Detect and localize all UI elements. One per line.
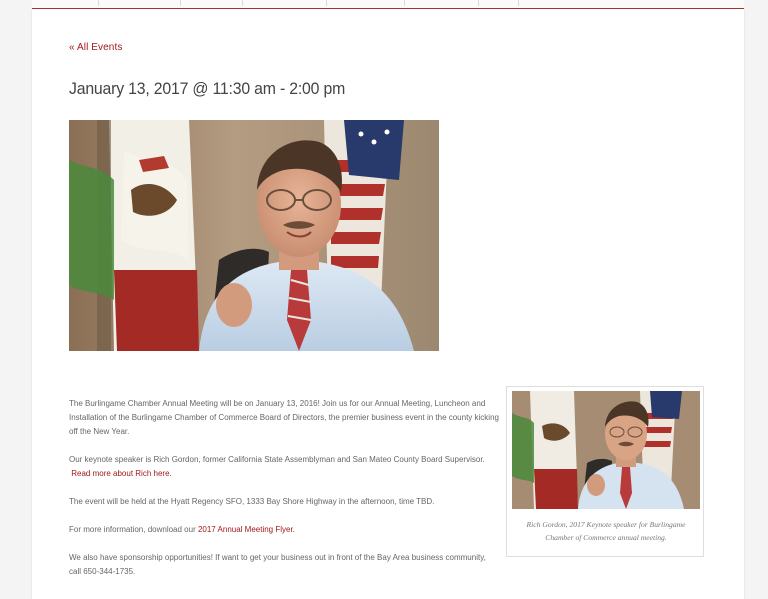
speaker-hero-image: [69, 120, 439, 351]
description-paragraph: The Burlingame Chamber Annual Meeting will be on January 13, 2016! Join us for our Annual Meeting, Luncheon and Installation of the Burlingame Chamber of Commerce Board of Directors, the premier business event in the county kicking off the New Year.: [69, 399, 499, 436]
description-paragraph: [69, 523, 499, 537]
event-description: [69, 397, 499, 593]
description-paragraph: We also have sponsorship opportunities! If want to get your business out in front of the Bay Area business community, call 650-344-1735.: [69, 553, 486, 576]
speaker-photo-card: [506, 386, 704, 557]
nav-separator: [404, 0, 405, 6]
speaker-photo-caption: Rich Gordon, 2017 Keynote speaker for Burlingame Chamber of Commerce annual meeting.: [526, 520, 686, 542]
nav-separator: [478, 0, 479, 6]
keynote-text: Our keynote speaker is Rich Gordon, former California State Assemblyman and San Mateo County Board Supervisor.: [69, 455, 485, 464]
all-events-link[interactable]: « All Events: [69, 42, 123, 53]
event-datetime-heading: January 13, 2017 @ 11:30 am - 2:00 pm: [69, 79, 346, 98]
nav-separator: [180, 0, 181, 6]
nav-separator: [326, 0, 327, 6]
nav-separator: [518, 0, 519, 6]
description-paragraph: The event will be held at the Hyatt Regency SFO, 1333 Bay Shore Highway in the afternoon, time TBD.: [69, 497, 435, 506]
nav-separator: [242, 0, 243, 6]
nav-separator: [98, 0, 99, 6]
event-content-panel: [32, 9, 744, 599]
flyer-intro-text: For more information, download our: [69, 525, 198, 534]
read-more-link[interactable]: Read more about Rich here.: [71, 469, 172, 478]
speaker-thumbnail-image: [512, 391, 700, 509]
flyer-link[interactable]: 2017 Annual Meeting Flyer.: [197, 525, 295, 534]
description-paragraph: [69, 453, 499, 481]
